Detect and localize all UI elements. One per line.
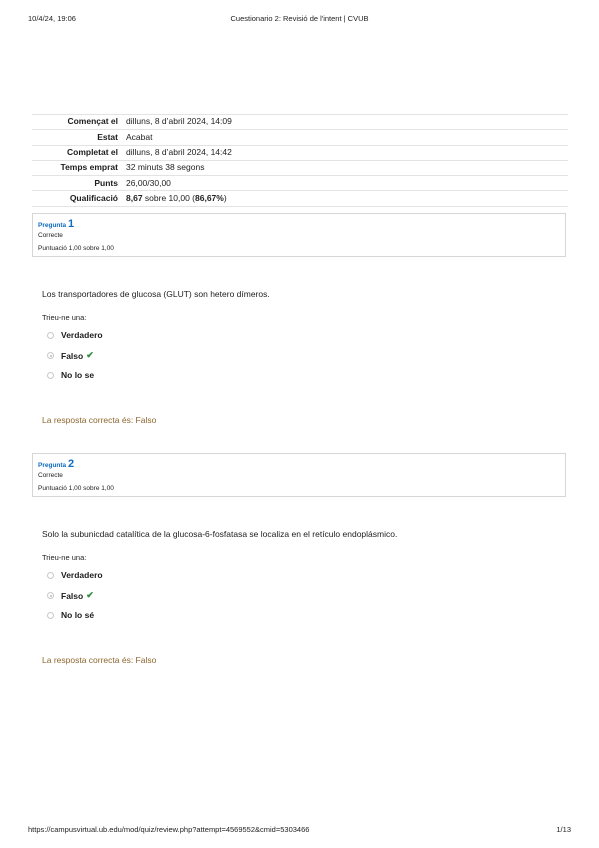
summary-row: [32, 130, 568, 145]
grade-key: Qualificació: [32, 191, 122, 206]
summary-row: [32, 160, 568, 175]
question-grade: Puntuació 1,00 sobre 1,00: [38, 485, 114, 492]
question-grade: Puntuació 1,00 sobre 1,00: [38, 245, 114, 252]
question-label: Pregunta: [38, 462, 67, 469]
radio-selected-icon[interactable]: [47, 352, 54, 359]
question-text: Los transportadores de glucosa (GLUT) son hetero dímeros.: [42, 289, 270, 299]
question-text: Solo la subunicdad catalítica de la glucosa-6-fosfatasa se localiza en el retículo endoplásmico.: [42, 529, 398, 539]
question-label: Pregunta: [38, 222, 67, 229]
summary-key: Completat el: [32, 145, 122, 160]
grade-percent: 86,67%: [195, 192, 224, 203]
question-number-value: 2: [67, 458, 75, 470]
answer-option[interactable]: [47, 370, 94, 380]
summary-row-grade: [32, 191, 568, 206]
summary-key: Punts: [32, 176, 122, 191]
answer-option[interactable]: [47, 610, 94, 620]
answer-label: No lo se: [61, 370, 95, 380]
print-date: 10/4/24, 19:06: [28, 14, 76, 23]
question-number-value: 1: [67, 218, 75, 230]
page-number: 1/13: [556, 825, 571, 834]
answer-option-selected[interactable]: [47, 350, 94, 361]
summary-key: Començat el: [32, 115, 122, 130]
print-url[interactable]: https://campusvirtual.ub.edu/mod/quiz/review.php?attempt=4569552&cmid=5303466: [28, 825, 310, 834]
answer-label: Verdadero: [61, 570, 103, 580]
answer-option-selected[interactable]: [47, 590, 94, 601]
right-answer: La resposta correcta és: Falso: [42, 415, 157, 425]
answer-prompt: Trieu-ne una:: [42, 553, 87, 562]
question-state: Correcte: [38, 232, 63, 239]
radio-icon[interactable]: [47, 332, 54, 339]
grade-close: ): [223, 192, 227, 203]
question-number: [38, 218, 560, 230]
answer-label: Verdadero: [61, 330, 103, 340]
attempt-summary-table: [32, 114, 568, 207]
grade-value: [122, 191, 568, 206]
radio-selected-icon[interactable]: [47, 592, 54, 599]
grade-out-of: sobre 10,00 (: [144, 192, 196, 203]
question-info-1: [32, 213, 566, 257]
answer-prompt: Trieu-ne una:: [42, 313, 87, 322]
answer-label: No lo sé: [61, 610, 95, 620]
summary-value: 26,00/30,00: [122, 176, 568, 191]
summary-key: Temps emprat: [32, 160, 122, 175]
print-title: Cuestionario 2: Revisió de l'intent | CVUB: [230, 14, 369, 23]
question-state: Correcte: [38, 472, 63, 479]
summary-key: Estat: [32, 130, 122, 145]
question-info-2: [32, 453, 566, 497]
summary-value: dilluns, 8 d’abril 2024, 14:09: [122, 115, 568, 130]
radio-icon[interactable]: [47, 612, 54, 619]
summary-value: 32 minuts 38 segons: [122, 160, 568, 175]
summary-row: [32, 115, 568, 130]
answer-label: Falso: [61, 350, 84, 361]
radio-icon[interactable]: [47, 372, 54, 379]
check-icon: ✔: [86, 590, 94, 600]
summary-value: dilluns, 8 d’abril 2024, 14:42: [122, 145, 568, 160]
summary-row: [32, 145, 568, 160]
right-answer: La resposta correcta és: Falso: [42, 655, 157, 665]
radio-icon[interactable]: [47, 572, 54, 579]
grade-score: 8,67: [126, 192, 143, 203]
answer-option[interactable]: [47, 570, 103, 580]
answer-option[interactable]: [47, 330, 103, 340]
question-number: [38, 458, 560, 470]
summary-value: Acabat: [122, 130, 568, 145]
check-icon: ✔: [86, 350, 94, 360]
answer-label: Falso: [61, 590, 84, 601]
summary-row: [32, 176, 568, 191]
